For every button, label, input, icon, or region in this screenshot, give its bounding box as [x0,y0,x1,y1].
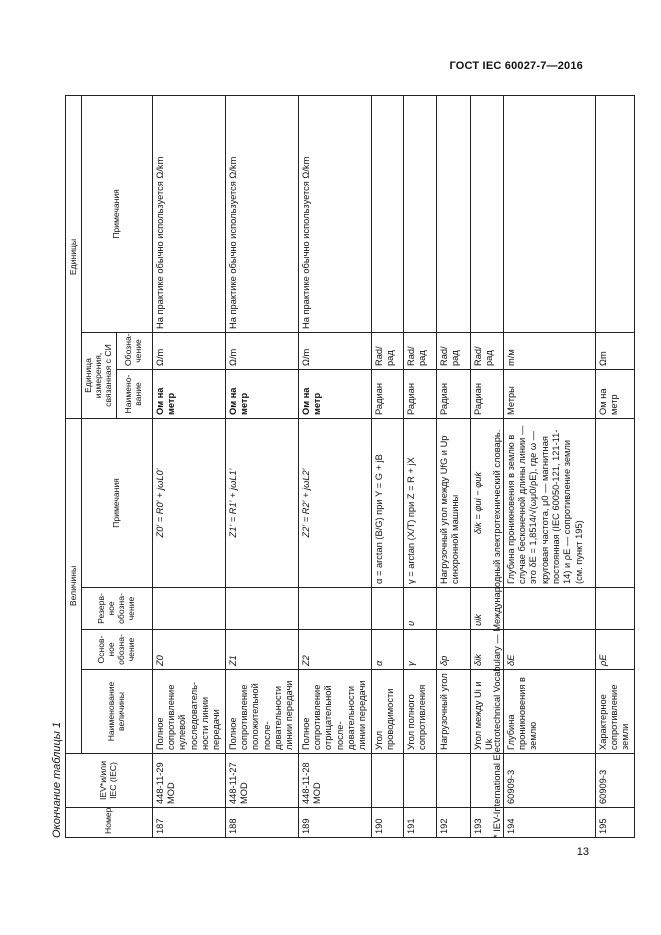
header-iev: IEV*и/или IEC (IEC) [66,754,153,808]
row-unit-remark [403,95,436,332]
row-reserve-symbol [503,588,595,630]
row-unit-remark [503,95,595,332]
document-header: ГОСТ IEC 60027-7—2016 [449,60,583,72]
row-main-symbol: Z2 [298,630,371,670]
rotated-table-area [48,96,631,838]
row-name: Угол между Ui и Uk [470,670,503,754]
row-name: Угол проводимости [371,670,403,754]
row-unit-symbol: Ωm [595,333,634,370]
row-remark: Нагрузочный угол между UfG и Up синхронной машины [436,419,470,588]
header-unit-symbol: Обозна-чение [116,333,152,370]
row-unit-symbol: Ω/m [152,333,225,370]
row-remark: γ = arctan (X/T) при Z = R + jX [403,419,436,588]
table-row [371,95,403,837]
row-remark: Z0' = R0' + jωL0' [152,419,225,588]
row-name: Глубина проникновения в землю [503,670,595,754]
quantities-table [65,95,635,838]
header-name: Наименование величины [82,670,153,754]
row-main-symbol: Z1 [225,630,298,670]
row-iev [436,754,470,808]
row-unit-symbol: Rad/ рад [371,333,403,370]
row-main-symbol: Z0 [152,630,225,670]
header-reserve-symbol: Резерв-ное обозна-чение [82,588,153,630]
table-row [503,95,595,837]
header-main-symbol: Основ-ное обозна-чение [82,630,153,670]
row-main-symbol: ρE [595,630,634,670]
row-unit-name: Радиан [371,370,403,419]
row-iev: 448-11-29 MOD [152,754,225,808]
table-row [595,95,634,837]
row-unit-remark: На практике обычно используется Ω/km [152,95,225,332]
row-reserve-symbol [152,588,225,630]
row-name: Полное сопротивление нулевой последовательности линии передачи [152,670,225,754]
row-iev: 448-11-27 MOD [225,754,298,808]
row-name: Характерное сопротивление земли [595,670,634,754]
row-unit-remark: На практике обычно используется Ω/km [298,95,371,332]
row-unit-remark [436,95,470,332]
header-unit-name: Наимено-вание [116,370,152,419]
row-unit-name: Радиан [403,370,436,419]
row-reserve-symbol [225,588,298,630]
row-unit-name: Метры [503,370,595,419]
header-remarks: Примечания [82,419,153,588]
row-remark: Z2' = R2' + jωL2' [298,419,371,588]
row-unit-symbol: Rad/ рад [470,333,503,370]
row-main-symbol: δp [436,630,470,670]
row-number: 188 [225,808,298,838]
row-iev: 60909-3 [595,754,634,808]
header-units: Единицы [66,95,82,418]
row-unit-remark [371,95,403,332]
row-reserve-symbol: υik [470,588,503,630]
page-number: 13 [576,846,589,858]
row-unit-symbol: m/м [503,333,595,370]
row-main-symbol: δE [503,630,595,670]
row-number: 191 [403,808,436,838]
row-main-symbol: α [371,630,403,670]
row-iev: 60909-3 [503,754,595,808]
row-reserve-symbol [436,588,470,630]
row-unit-symbol: Ω/m [298,333,371,370]
row-unit-name: Ом на метр [298,370,371,419]
row-unit-name: Ом на метр [595,370,634,419]
row-unit-symbol: Rad/ рад [403,333,436,370]
header-si-unit: Единица измерения, связанная с СИ [82,333,117,419]
row-name: Угол полного сопротивления [403,670,436,754]
header-number: Номер [66,808,153,838]
row-reserve-symbol [595,588,634,630]
header-unit-remarks: Примечания [82,95,153,332]
row-number: 195 [595,808,634,838]
row-iev: 448-11-28 MOD [298,754,371,808]
table-footnote: * IEV-International Electrotechnical Vocabulary — Международный электротехнический словарь. [492,429,502,838]
table-row [152,95,225,837]
row-unit-remark: На практике обычно используется Ω/km [225,95,298,332]
row-remark: α = arctan (B/G) при Y = G + jB [371,419,403,588]
table-row [225,95,298,837]
row-iev [403,754,436,808]
row-name: Нагрузочный угол [436,670,470,754]
continuation-label: Окончание таблицы 1 [51,721,63,838]
table-row [436,95,470,837]
header-quantities: Величины [66,419,82,754]
row-number: 190 [371,808,403,838]
row-remark [595,419,634,588]
row-remark: δik = φui − φuk [470,419,503,588]
table-row [403,95,436,837]
row-number: 189 [298,808,371,838]
row-unit-remark [470,95,503,332]
row-number: 187 [152,808,225,838]
row-iev [371,754,403,808]
row-main-symbol: γ [403,630,436,670]
row-remark: Глубина проникновения в землю в случае бесконечной длины линии — это δE = 1,8514/√(ωμ0/ρE), где ω — круговая частота, μ0 — магнитная постоянная (IEC 60050-121, 121-11-14) и ρE — сопротивление земли (см. пункт 195) [503,419,595,588]
row-name: Полное сопротивление отрицательной последовательности линии передачи [298,670,371,754]
row-unit-remark [595,95,634,332]
rotated-content [48,96,631,838]
row-unit-symbol: Ω/m [225,333,298,370]
row-reserve-symbol [371,588,403,630]
row-unit-name: Ом на метр [152,370,225,419]
row-number: 192 [436,808,470,838]
row-unit-name: Радиан [436,370,470,419]
row-remark: Z1' = R1' + jωL1' [225,419,298,588]
table-row [298,95,371,837]
row-main-symbol: δik [470,630,503,670]
row-reserve-symbol [298,588,371,630]
row-unit-symbol: Rad/ рад [436,333,470,370]
row-number: 194 [503,808,595,838]
row-number: 193 [470,808,503,838]
row-unit-name: Радиан [470,370,503,419]
row-unit-name: Ом на метр [225,370,298,419]
row-reserve-symbol: υ [403,588,436,630]
row-name: Полное сопротивление положительной последовательности линии передачи [225,670,298,754]
